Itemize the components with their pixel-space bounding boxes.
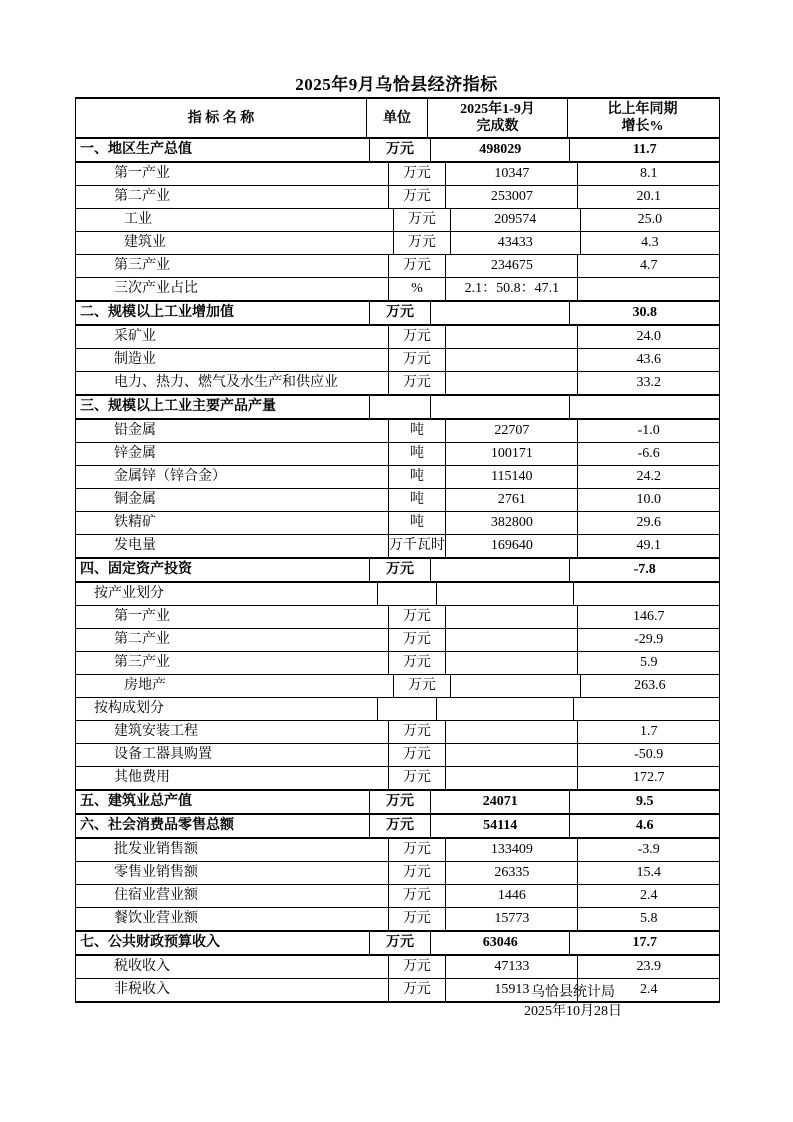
cell-value: 24071 bbox=[430, 791, 570, 813]
cell-value bbox=[445, 744, 577, 766]
cell-growth: 43.6 bbox=[577, 349, 719, 371]
cell-value: 22707 bbox=[445, 420, 577, 442]
table-body bbox=[76, 137, 719, 1001]
cell-indicator-name: 四、固定资产投资 bbox=[80, 562, 192, 577]
cell-indicator-name: 工业 bbox=[124, 212, 152, 227]
cell-growth bbox=[577, 278, 719, 300]
cell-unit: 万元 bbox=[388, 956, 446, 978]
table-row bbox=[76, 185, 719, 208]
cell-value: 1446 bbox=[445, 885, 577, 907]
cell-growth: 49.1 bbox=[577, 535, 719, 557]
cell-growth: 5.9 bbox=[577, 652, 719, 674]
table-row bbox=[76, 442, 719, 465]
cell-indicator-name: 五、建筑业总产值 bbox=[80, 794, 192, 809]
table-row bbox=[76, 488, 719, 511]
cell-unit: 万元 bbox=[393, 209, 450, 231]
cell-unit: 吨 bbox=[388, 489, 446, 511]
cell-indicator-name: 金属锌（锌合金） bbox=[114, 469, 226, 484]
table-row bbox=[76, 743, 719, 766]
cell-growth: 4.7 bbox=[577, 255, 719, 277]
table-row bbox=[76, 628, 719, 651]
cell-unit: 万元 bbox=[388, 862, 446, 884]
cell-value: 100171 bbox=[445, 443, 577, 465]
table-row bbox=[76, 697, 719, 720]
cell-unit: 万元 bbox=[388, 255, 446, 277]
cell-unit: 吨 bbox=[388, 420, 446, 442]
cell-growth: 2.4 bbox=[577, 885, 719, 907]
table-row bbox=[76, 348, 719, 371]
header-indicator-name: 指 标 名 称 bbox=[187, 110, 255, 126]
cell-unit: 万元 bbox=[369, 815, 430, 837]
table-row bbox=[76, 371, 719, 394]
cell-value: 54114 bbox=[430, 815, 570, 837]
table-row bbox=[76, 651, 719, 674]
table-row bbox=[76, 884, 719, 907]
cell-growth: 17.7 bbox=[569, 932, 719, 954]
cell-growth: 24.0 bbox=[577, 326, 719, 348]
cell-indicator-name: 非税收入 bbox=[114, 982, 170, 997]
cell-value bbox=[430, 396, 570, 418]
cell-growth: -29.9 bbox=[577, 629, 719, 651]
cell-unit: 万元 bbox=[393, 232, 450, 254]
cell-indicator-name: 设备工器具购置 bbox=[114, 747, 212, 762]
cell-unit: 吨 bbox=[388, 466, 446, 488]
cell-indicator-name: 按构成划分 bbox=[94, 701, 164, 716]
cell-value: 63046 bbox=[430, 932, 570, 954]
cell-unit: 万元 bbox=[388, 349, 446, 371]
cell-unit: 万元 bbox=[388, 326, 446, 348]
cell-unit: 万元 bbox=[388, 721, 446, 743]
header-growth-line2: 增长% bbox=[621, 119, 664, 134]
table-row bbox=[76, 534, 719, 557]
cell-value: 26335 bbox=[445, 862, 577, 884]
cell-value: 15773 bbox=[445, 908, 577, 930]
cell-unit: 万元 bbox=[369, 559, 430, 581]
header-completed bbox=[427, 99, 567, 137]
cell-growth: 23.9 bbox=[577, 956, 719, 978]
table-row bbox=[76, 837, 719, 861]
cell-indicator-name: 建筑业 bbox=[124, 235, 166, 250]
cell-indicator-name: 锌金属 bbox=[114, 446, 156, 461]
cell-indicator-name: 房地产 bbox=[124, 678, 166, 693]
cell-value bbox=[445, 721, 577, 743]
cell-unit: 万元 bbox=[369, 791, 430, 813]
cell-growth: 8.1 bbox=[577, 163, 719, 185]
cell-value: 10347 bbox=[445, 163, 577, 185]
table-row bbox=[76, 418, 719, 442]
table-row bbox=[76, 511, 719, 534]
cell-value: 382800 bbox=[445, 512, 577, 534]
cell-growth: 25.0 bbox=[580, 209, 719, 231]
cell-unit: 万元 bbox=[388, 186, 446, 208]
cell-indicator-name: 七、公共财政预算收入 bbox=[80, 935, 220, 950]
cell-unit: 万元 bbox=[388, 767, 446, 789]
cell-growth: 263.6 bbox=[580, 675, 719, 697]
cell-unit: % bbox=[388, 278, 446, 300]
cell-indicator-name: 第二产业 bbox=[114, 189, 170, 204]
cell-growth: 24.2 bbox=[577, 466, 719, 488]
cell-indicator-name: 铁精矿 bbox=[114, 515, 156, 530]
cell-unit: 万元 bbox=[369, 932, 430, 954]
cell-value: 498029 bbox=[430, 139, 570, 161]
cell-value: 234675 bbox=[445, 255, 577, 277]
table-row bbox=[76, 465, 719, 488]
cell-value bbox=[445, 652, 577, 674]
footer-organization: 乌恰县统计局 bbox=[531, 985, 615, 1000]
table-row bbox=[76, 254, 719, 277]
cell-indicator-name: 三次产业占比 bbox=[114, 281, 198, 296]
table-row bbox=[76, 161, 719, 185]
cell-indicator-name: 六、社会消费品零售总额 bbox=[80, 818, 234, 833]
cell-indicator-name: 税收收入 bbox=[114, 959, 170, 974]
cell-unit: 万元 bbox=[388, 629, 446, 651]
cell-unit bbox=[377, 583, 437, 605]
header-growth bbox=[567, 99, 717, 137]
cell-unit bbox=[377, 698, 437, 720]
cell-growth: 5.8 bbox=[577, 908, 719, 930]
cell-growth: 4.3 bbox=[580, 232, 719, 254]
table-row bbox=[76, 674, 719, 697]
header-completed-line2: 完成数 bbox=[476, 119, 519, 134]
cell-value: 169640 bbox=[445, 535, 577, 557]
cell-indicator-name: 零售业销售额 bbox=[114, 865, 198, 880]
indicators-table bbox=[75, 97, 720, 1003]
cell-value: 2.1：50.8：47.1 bbox=[445, 278, 577, 300]
cell-indicator-name: 二、规模以上工业增加值 bbox=[80, 305, 234, 320]
cell-indicator-name: 建筑安装工程 bbox=[114, 724, 198, 739]
cell-value: 133409 bbox=[445, 839, 577, 861]
cell-growth bbox=[573, 698, 719, 720]
cell-indicator-name: 第三产业 bbox=[114, 258, 170, 273]
cell-growth: -7.8 bbox=[569, 559, 719, 581]
cell-value bbox=[436, 583, 573, 605]
table-row bbox=[76, 720, 719, 743]
cell-value: 253007 bbox=[445, 186, 577, 208]
table-row bbox=[76, 277, 719, 300]
cell-unit: 万元 bbox=[388, 372, 446, 394]
table-row bbox=[76, 581, 719, 605]
table-row bbox=[76, 300, 719, 324]
table-row bbox=[76, 907, 719, 930]
cell-indicator-name: 三、规模以上工业主要产品产量 bbox=[80, 399, 276, 414]
cell-indicator-name: 电力、热力、燃气及水生产和供应业 bbox=[114, 375, 338, 390]
cell-value bbox=[450, 675, 580, 697]
header-completed-line1: 2025年1-9月 bbox=[460, 102, 535, 117]
cell-value bbox=[445, 326, 577, 348]
cell-growth: 10.0 bbox=[577, 489, 719, 511]
cell-indicator-name: 其他费用 bbox=[114, 770, 170, 785]
cell-growth: 172.7 bbox=[577, 767, 719, 789]
table-row bbox=[76, 557, 719, 581]
cell-indicator-name: 第一产业 bbox=[114, 609, 170, 624]
table-row bbox=[76, 324, 719, 348]
cell-growth: 29.6 bbox=[577, 512, 719, 534]
cell-growth: -50.9 bbox=[577, 744, 719, 766]
cell-value: 209574 bbox=[450, 209, 580, 231]
cell-indicator-name: 第三产业 bbox=[114, 655, 170, 670]
cell-unit: 万元 bbox=[388, 652, 446, 674]
cell-unit: 万元 bbox=[388, 606, 446, 628]
table-header-row bbox=[76, 99, 719, 137]
cell-unit: 吨 bbox=[388, 512, 446, 534]
table-row bbox=[76, 208, 719, 231]
table-row bbox=[76, 861, 719, 884]
header-growth-line1: 比上年同期 bbox=[607, 102, 678, 117]
cell-growth: 2.4 bbox=[577, 979, 719, 1001]
cell-value bbox=[445, 629, 577, 651]
cell-growth bbox=[573, 583, 719, 605]
table-row bbox=[76, 137, 719, 161]
cell-unit: 万元 bbox=[388, 885, 446, 907]
cell-growth: 20.1 bbox=[577, 186, 719, 208]
table-row bbox=[76, 813, 719, 837]
cell-unit: 万元 bbox=[388, 908, 446, 930]
cell-value: 15913 bbox=[445, 979, 577, 1001]
cell-value bbox=[445, 349, 577, 371]
cell-growth: 30.8 bbox=[569, 302, 719, 324]
cell-unit: 万元 bbox=[393, 675, 450, 697]
cell-growth: 1.7 bbox=[577, 721, 719, 743]
cell-indicator-name: 一、地区生产总值 bbox=[80, 142, 192, 157]
cell-unit: 吨 bbox=[388, 443, 446, 465]
cell-value bbox=[445, 767, 577, 789]
cell-growth: 146.7 bbox=[577, 606, 719, 628]
cell-growth: -1.0 bbox=[577, 420, 719, 442]
cell-indicator-name: 制造业 bbox=[114, 352, 156, 367]
cell-indicator-name: 餐饮业营业额 bbox=[114, 911, 198, 926]
footer-date: 2025年10月28日 bbox=[524, 1004, 622, 1019]
cell-indicator-name: 铜金属 bbox=[114, 492, 156, 507]
cell-value bbox=[445, 606, 577, 628]
cell-indicator-name: 第二产业 bbox=[114, 632, 170, 647]
cell-growth: -3.9 bbox=[577, 839, 719, 861]
cell-value: 2761 bbox=[445, 489, 577, 511]
cell-growth bbox=[569, 396, 719, 418]
table-row bbox=[76, 394, 719, 418]
cell-value bbox=[445, 372, 577, 394]
cell-indicator-name: 发电量 bbox=[114, 538, 156, 553]
cell-unit bbox=[369, 396, 430, 418]
cell-value bbox=[430, 302, 570, 324]
table-row bbox=[76, 231, 719, 254]
cell-indicator-name: 采矿业 bbox=[114, 329, 156, 344]
table-row bbox=[76, 605, 719, 628]
page-title: 2025年9月乌恰县经济指标 bbox=[295, 75, 498, 94]
table-row bbox=[76, 954, 719, 978]
cell-value: 43433 bbox=[450, 232, 580, 254]
cell-indicator-name: 住宿业营业额 bbox=[114, 888, 198, 903]
cell-indicator-name: 铅金属 bbox=[114, 423, 156, 438]
cell-unit: 万元 bbox=[369, 139, 430, 161]
table-row bbox=[76, 766, 719, 789]
cell-value bbox=[430, 559, 570, 581]
table-row bbox=[76, 930, 719, 954]
cell-unit: 万千瓦时 bbox=[388, 535, 446, 557]
cell-indicator-name: 第一产业 bbox=[114, 166, 170, 181]
report-footer bbox=[458, 983, 688, 1021]
cell-value bbox=[436, 698, 573, 720]
cell-growth: 9.5 bbox=[569, 791, 719, 813]
cell-growth: -6.6 bbox=[577, 443, 719, 465]
table-row bbox=[76, 789, 719, 813]
header-unit: 单位 bbox=[366, 99, 427, 137]
cell-value: 115140 bbox=[445, 466, 577, 488]
cell-indicator-name: 按产业划分 bbox=[94, 586, 164, 601]
cell-unit: 万元 bbox=[388, 163, 446, 185]
cell-growth: 15.4 bbox=[577, 862, 719, 884]
cell-growth: 4.6 bbox=[569, 815, 719, 837]
cell-unit: 万元 bbox=[388, 979, 446, 1001]
cell-unit: 万元 bbox=[369, 302, 430, 324]
cell-indicator-name: 批发业销售额 bbox=[114, 842, 198, 857]
cell-unit: 万元 bbox=[388, 744, 446, 766]
cell-value: 47133 bbox=[445, 956, 577, 978]
cell-growth: 11.7 bbox=[569, 139, 719, 161]
cell-growth: 33.2 bbox=[577, 372, 719, 394]
cell-unit: 万元 bbox=[388, 839, 446, 861]
